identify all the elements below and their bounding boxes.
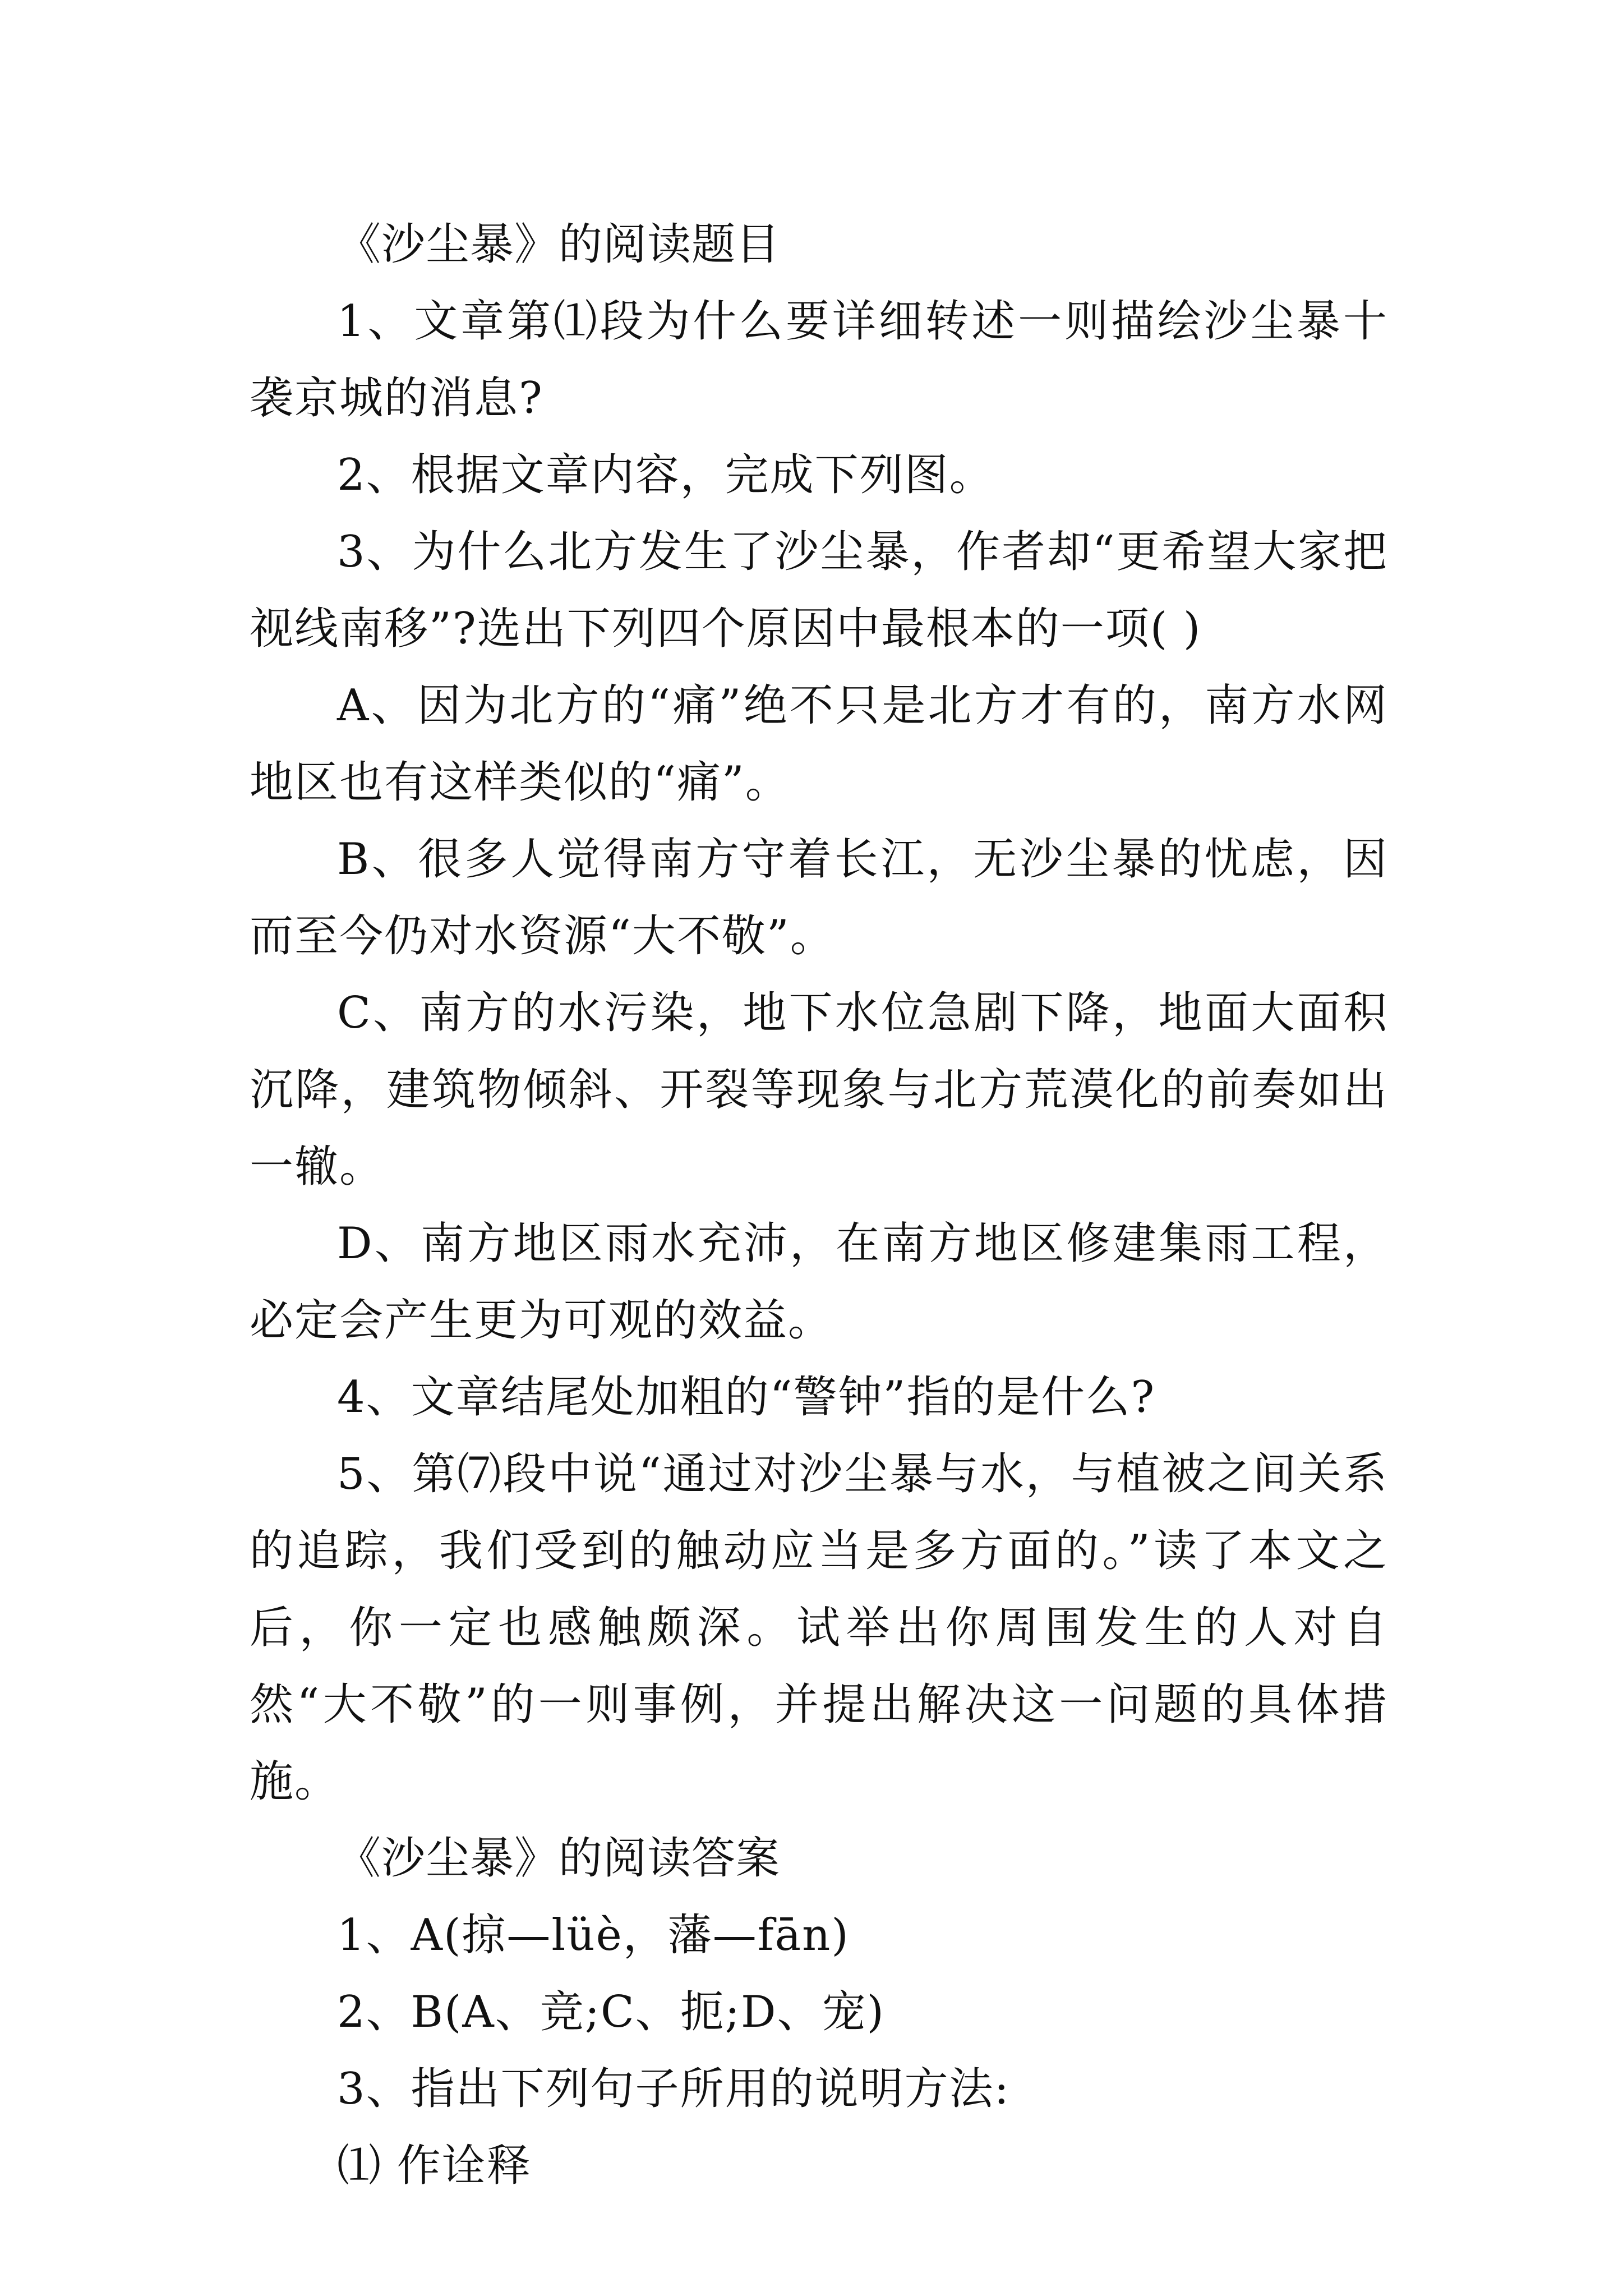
option-b: B、很多人觉得南方守着长江，无沙尘暴的忧虑，因而至今仍对水资源“大不敬”。 <box>250 834 1388 961</box>
answer-3-item-1: ⑴ 作诠释 <box>337 2141 532 2191</box>
answer-1: 1、A(掠—lüè，藩—fān) <box>337 1910 850 1961</box>
question-2: 2、根据文章内容，完成下列图。 <box>337 450 994 500</box>
question-1: 1、文章第⑴段为什么要详细转述一则描绘沙尘暴十袭京城的消息? <box>250 296 1388 424</box>
option-c: C、南方的水污染，地下水位急剧下降，地面大面积沉降，建筑物倾斜、开裂等现象与北方荒漠化的前奏如出一辙。 <box>250 988 1388 1192</box>
question-5: 5、第⑺段中说“通过对沙尘暴与水，与植被之间关系的追踪，我们受到的触动应当是多方面的。”读了本文之后，你一定也感触颇深。试举出你周围发生的人对自然“大不敬”的一则事例，并提出解决这一问题的具体措施。 <box>250 1449 1388 1807</box>
question-4: 4、文章结尾处加粗的“警钟”指的是什么? <box>337 1372 1156 1423</box>
option-a: A、因为北方的“痛”绝不只是北方才有的，南方水网地区也有这样类似的“痛”。 <box>250 680 1388 808</box>
answers-title: 《沙尘暴》的阅读答案 <box>337 1833 781 1884</box>
option-d: D、南方地区雨水充沛，在南方地区修建集雨工程，必定会产生更为可观的效益。 <box>250 1218 1388 1346</box>
question-3: 3、为什么北方发生了沙尘暴，作者却“更希望大家把视线南移”?选出下列四个原因中最根本的一项( ) <box>250 527 1388 654</box>
questions-title: 《沙尘暴》的阅读题目 <box>337 219 781 270</box>
answer-3: 3、指出下列句子所用的说明方法: <box>337 2064 1010 2114</box>
answer-2: 2、B(A、竞;C、扼;D、宠) <box>337 1987 885 2037</box>
document-page <box>250 206 1388 2205</box>
